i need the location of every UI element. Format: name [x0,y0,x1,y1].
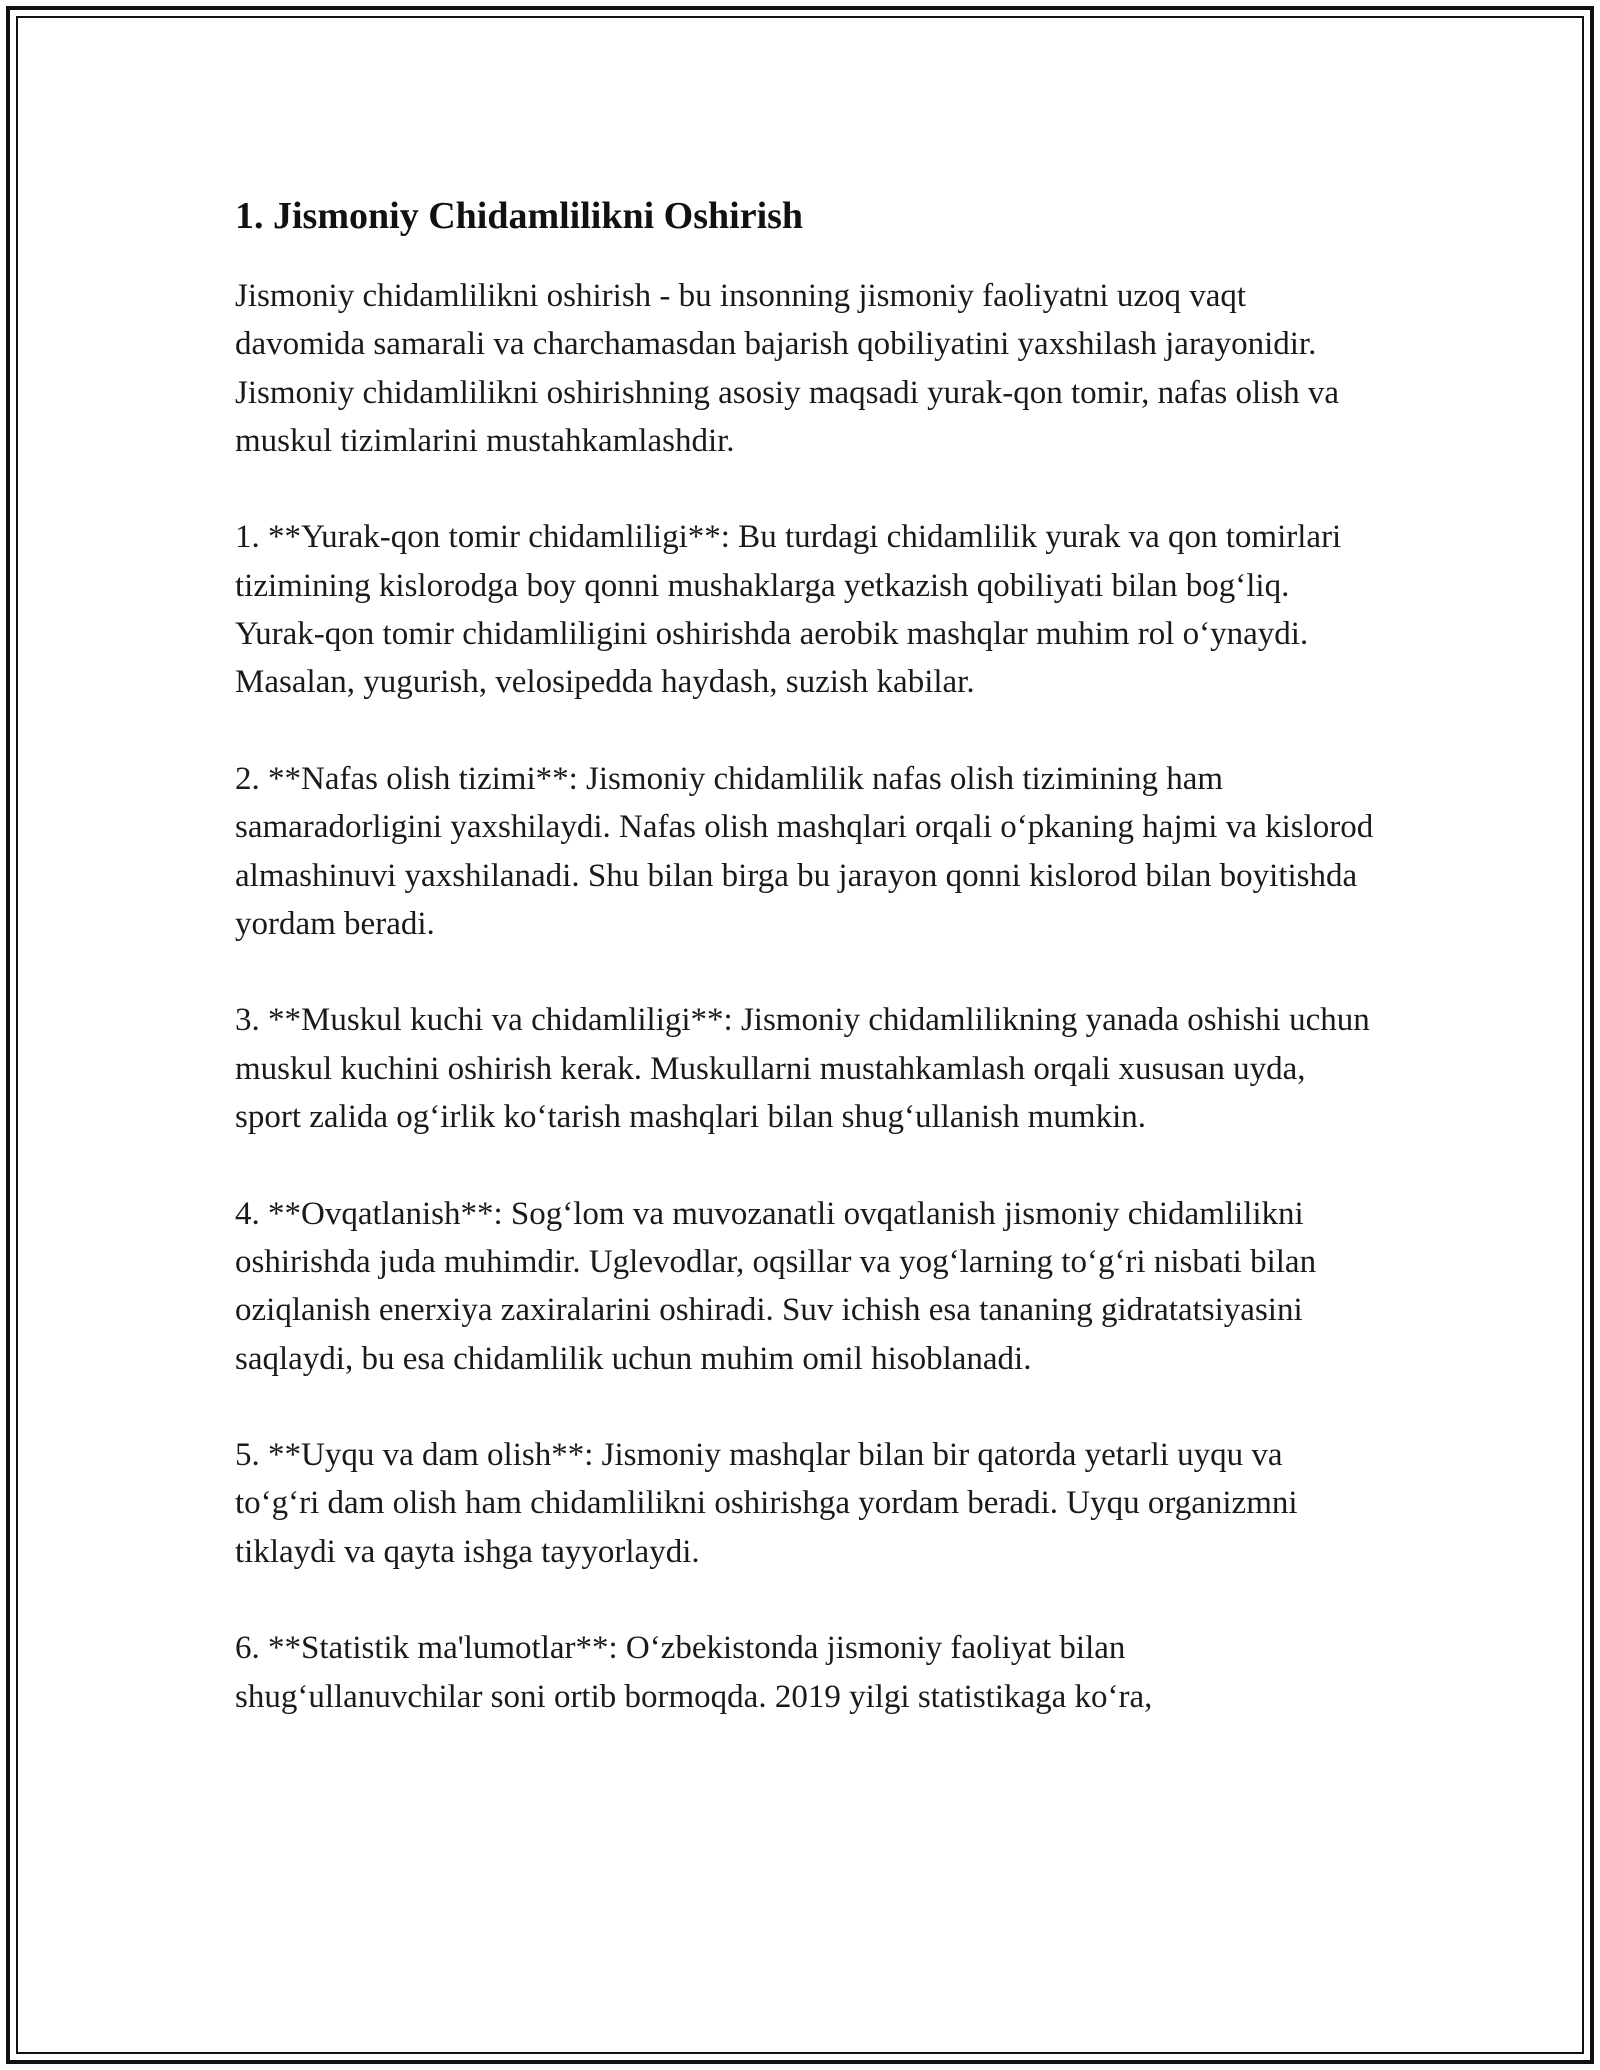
item-paragraph-6: 6. **Statistik ma'lumotlar**: O‘zbekistonda jismoniy faoliyat bilan shug‘ullanuvchilar soni ortib bormoqda. 2019 yilgi statistikaga ko‘ra, [235,1630,1153,1715]
item-paragraph-4: 4. **Ovqatlanish**: Sog‘lom va muvozanatli ovqatlanish jismoniy chidamlilikni oshirishda juda muhimdir. Uglevodlar, oqsillar va yog‘larning to‘g‘ri nisbati bilan oziqlanish enerxiya zaxiralarini oshiradi. Suv ichish esa tananing gidratatsiyasini saqlaydi, bu esa chidamlilik uchun muhim omil hisoblanadi. [235,1195,1317,1377]
item-paragraph-3: 3. **Muskul kuchi va chidamliligi**: Jismoniy chidamlilikning yanada oshishi uchun muskul kuchini oshirish kerak. Muskullarni mustahkamlash orqali xususan uyda, sport zalida og‘irlik ko‘tarish mashqlari bilan shug‘ullanish mumkin. [235,1002,1370,1136]
item-paragraph-5: 5. **Uyqu va dam olish**: Jismoniy mashqlar bilan bir qatorda yetarli uyqu va to‘g‘ri dam olish ham chidamlilikni oshirishga yordam beradi. Uyqu organizmni tiklaydi va qayta ishga tayyorlaydi. [235,1437,1298,1570]
item-paragraph-2: 2. **Nafas olish tizimi**: Jismoniy chidamlilik nafas olish tizimining ham samaradorligini yaxshilaydi. Nafas olish mashqlari orqali o‘pkaning hajmi va kislorod almashinuvi yaxshilanadi. Shu bilan birga bu jarayon qonni kislorod bilan boyitishda yordam beradi. [235,760,1374,942]
document-title: 1. Jismoniy Chidamlilikni Oshirish [235,195,804,237]
document-body [235,180,1375,1769]
item-paragraph-1: 1. **Yurak-qon tomir chidamliligi**: Bu turdagi chidamlilik yurak va qon tomirlari tizimining kislorodga boy qonni mushaklarga yetkazish qobiliyati bilan bog‘liq. Yurak-qon tomir chidamliligini oshirishda aerobik mashqlar muhim rol o‘ynaydi. Masalan, yugurish, velosipedda haydash, suzish kabilar. [235,519,1342,701]
intro-paragraph: Jismoniy chidamlilikni oshirish - bu insonning jismoniy faoliyatni uzoq vaqt davomida samarali va charchamasdan bajarish qobiliyatini yaxshilash jarayonidir. Jismoniy chidamlilikni oshirishning asosiy maqsadi yurak-qon tomir, nafas olish va muskul tizimlarini mustahkamlashdir. [235,278,1340,459]
